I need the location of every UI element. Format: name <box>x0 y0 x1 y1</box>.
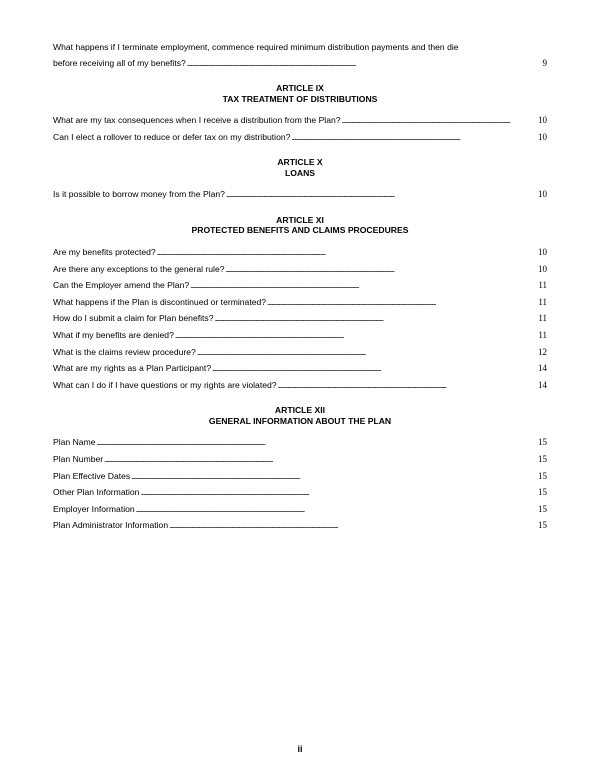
toc-entry-question: Can the Employer amend the Plan? <box>53 280 190 291</box>
article-xi-heading <box>53 215 547 236</box>
table-of-contents <box>53 40 547 535</box>
article-title: GENERAL INFORMATION ABOUT THE PLAN <box>208 415 392 426</box>
toc-entry-page: 10 <box>538 115 547 126</box>
toc-entry-question: before receiving all of my benefits? <box>53 57 186 68</box>
toc-entry-question: Are there any exceptions to the general rule? <box>53 263 225 274</box>
dot-leader <box>212 361 537 378</box>
dot-leader <box>291 130 537 147</box>
toc-entry-continued-line1: What happens if I terminate employment, commence required minimum distribution payments and then die <box>53 42 459 52</box>
toc-entry-page: 15 <box>538 453 547 464</box>
toc-entry[interactable] <box>53 345 547 362</box>
toc-entry-page: 11 <box>538 296 547 307</box>
article-ix-heading <box>53 83 547 104</box>
dot-leader <box>342 113 537 130</box>
toc-entry[interactable] <box>53 328 547 345</box>
dot-leader <box>267 295 537 312</box>
dot-leader <box>97 435 537 452</box>
toc-entry-question: Employer Information <box>53 503 135 514</box>
toc-entry[interactable] <box>53 361 547 378</box>
toc-entry-question: Other Plan Information <box>53 487 140 498</box>
dot-leader <box>226 262 537 279</box>
toc-entry-question: Is it possible to borrow money from the Plan? <box>53 189 225 200</box>
toc-entry-page: 11 <box>538 280 547 291</box>
toc-entry-page: 15 <box>538 487 547 498</box>
toc-entry-page: 15 <box>538 503 547 514</box>
toc-entry[interactable] <box>53 113 547 130</box>
dot-leader <box>226 187 537 204</box>
toc-entry[interactable] <box>53 435 547 452</box>
dot-leader <box>131 469 537 486</box>
dot-leader <box>104 452 537 469</box>
toc-entry-page: 12 <box>538 346 547 357</box>
toc-entry[interactable] <box>53 130 547 147</box>
toc-entry[interactable] <box>53 262 547 279</box>
dot-leader <box>215 311 538 328</box>
toc-entry-page: 11 <box>538 313 547 324</box>
toc-entry-question: What are my tax consequences when I receive a distribution from the Plan? <box>53 115 341 126</box>
toc-entry-question: What is the claims review procedure? <box>53 346 196 357</box>
toc-entry-question: Plan Administrator Information <box>53 520 169 531</box>
toc-entry-question: What happens if the Plan is discontinued or terminated? <box>53 296 267 307</box>
dot-leader <box>278 378 537 395</box>
toc-entry[interactable] <box>53 295 547 312</box>
toc-entry-page: 11 <box>538 329 547 340</box>
toc-entry-page: 14 <box>538 379 547 390</box>
dot-leader <box>136 502 537 519</box>
article-x-heading <box>53 157 547 178</box>
toc-entry-page: 15 <box>538 520 547 531</box>
toc-entry-question: Plan Name <box>53 437 96 448</box>
toc-entry[interactable] <box>53 278 547 295</box>
toc-entry[interactable] <box>53 311 547 328</box>
toc-entry[interactable] <box>53 502 547 519</box>
dot-leader <box>157 245 537 262</box>
toc-entry-page: 10 <box>538 131 547 142</box>
article-title: LOANS <box>284 167 316 178</box>
article-number: ARTICLE X <box>277 157 323 168</box>
article-number: ARTICLE XI <box>276 214 324 225</box>
toc-entry[interactable] <box>53 452 547 469</box>
toc-entry-question: How do I submit a claim for Plan benefits? <box>53 313 214 324</box>
article-number: ARTICLE XII <box>274 405 326 416</box>
toc-entry-question: Plan Effective Dates <box>53 470 131 481</box>
toc-entry-question: Plan Number <box>53 453 104 464</box>
dot-leader <box>175 328 537 345</box>
toc-entry[interactable] <box>53 469 547 486</box>
toc-entry-question: What are my rights as a Plan Participant? <box>53 363 212 374</box>
toc-entry[interactable] <box>53 378 547 395</box>
dot-leader <box>169 518 537 535</box>
toc-entry[interactable] <box>53 245 547 262</box>
toc-entry[interactable] <box>53 187 547 204</box>
toc-entry-question: Are my benefits protected? <box>53 246 156 257</box>
toc-entry-page: 10 <box>538 263 547 274</box>
page-number: ii <box>297 744 303 754</box>
toc-entry-page: 15 <box>538 470 547 481</box>
article-title: PROTECTED BENEFITS AND CLAIMS PROCEDURES <box>191 225 409 236</box>
toc-entry-question: Can I elect a rollover to reduce or defer tax on my distribution? <box>53 131 291 142</box>
toc-entry-page: 10 <box>538 189 547 200</box>
article-xii-heading <box>53 405 547 426</box>
article-title: TAX TREATMENT OF DISTRIBUTIONS <box>222 93 378 104</box>
toc-entry-question: What if my benefits are denied? <box>53 329 174 340</box>
toc-entry[interactable] <box>53 485 547 502</box>
dot-leader <box>140 485 537 502</box>
toc-entry-page: 9 <box>542 57 547 68</box>
dot-leader <box>190 278 537 295</box>
toc-entry-page: 10 <box>538 246 547 257</box>
toc-entry-page: 14 <box>538 363 547 374</box>
toc-entry-page: 15 <box>538 437 547 448</box>
toc-entry[interactable] <box>53 518 547 535</box>
dot-leader <box>197 345 537 362</box>
dot-leader <box>187 56 542 73</box>
toc-entry-continued[interactable] <box>53 56 547 73</box>
article-number: ARTICLE IX <box>276 83 324 94</box>
toc-entry-question: What can I do if I have questions or my rights are violated? <box>53 379 277 390</box>
